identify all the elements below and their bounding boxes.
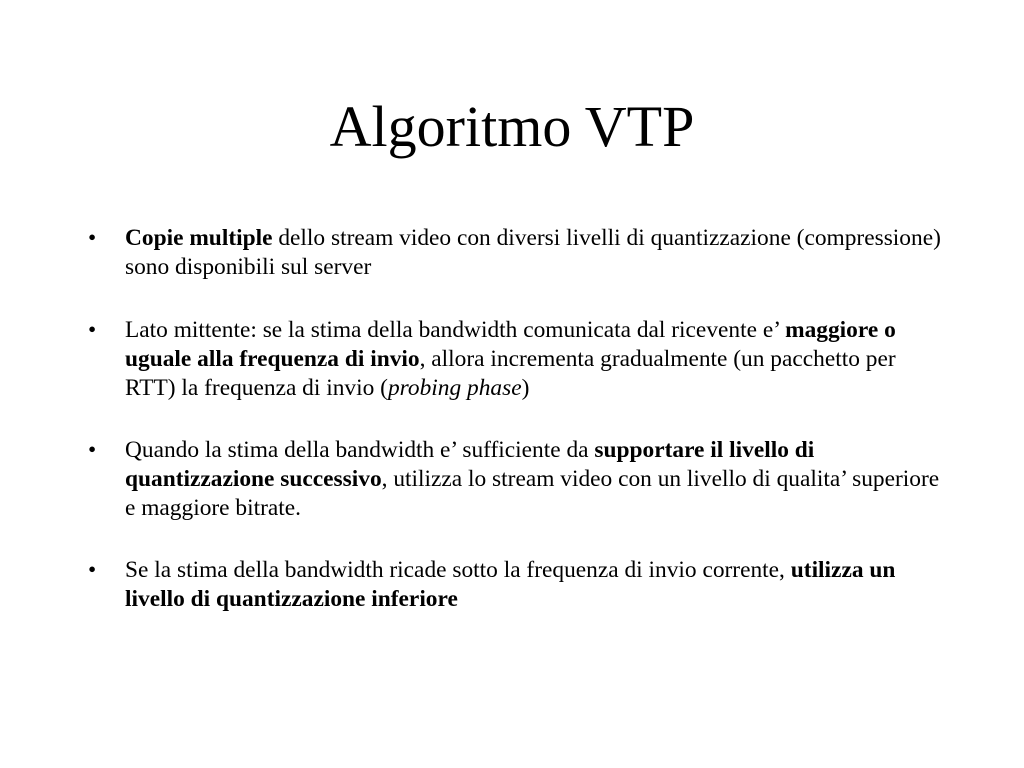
bullet-bold-text: maggiore o uguale alla frequenza di invio [125, 317, 896, 372]
bullet-item-se-la-stima [88, 556, 948, 614]
bullet-text: , allora incrementa gradualmente (un pacchetto per RTT) la frequenza di invio ( [125, 346, 896, 401]
bullet-icon: • [88, 225, 97, 251]
bullet-text: Quando la stima della bandwidth e’ sufficiente da [125, 437, 595, 463]
bullet-text: dello stream video con diversi livelli di quantizzazione (compressione) sono disponibili sul server [125, 225, 941, 280]
bullet-text: ) [521, 375, 530, 401]
bullet-list [88, 224, 948, 647]
bullet-text: , utilizza lo stream video con un livello di qualita’ superiore e maggiore bitrate. [125, 466, 940, 521]
bullet-text: Se la stima della bandwidth ricade sotto la frequenza di invio corrente, [125, 557, 791, 583]
bullet-item-lato-mittente [88, 316, 948, 403]
bullet-italic-text: probing phase [387, 375, 522, 401]
bullet-bold-text: supportare il livello di quantizzazione successivo [125, 437, 815, 492]
bullet-item-quando [88, 436, 948, 523]
bullet-bold-text: Copie multiple [125, 225, 273, 251]
slide-title: Algoritmo VTP [329, 94, 695, 159]
bullet-icon: • [88, 557, 97, 583]
bullet-text: Lato mittente: se la stima della bandwidth comunicata dal ricevente e’ [125, 317, 786, 343]
bullet-icon: • [88, 317, 97, 343]
bullet-icon: • [88, 437, 97, 463]
bullet-bold-text: utilizza un livello di quantizzazione inferiore [125, 557, 896, 612]
bullet-item-copie-multiple [88, 224, 948, 282]
